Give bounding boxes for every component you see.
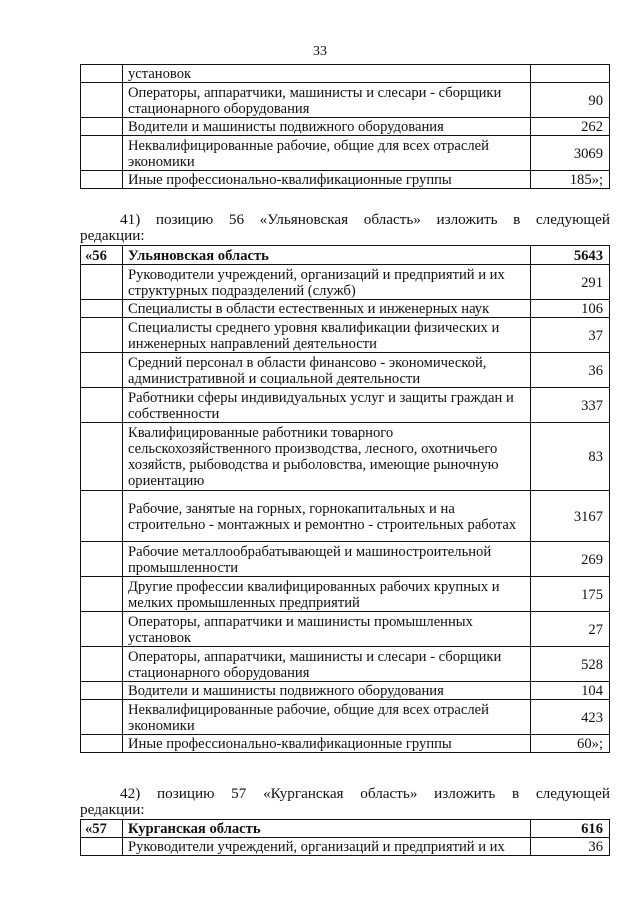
table-row [81, 700, 610, 735]
row-name-cell: Операторы, аппаратчики, машинисты и слесари - сборщики стационарного оборудования [123, 83, 531, 118]
row-value-cell: 262 [531, 118, 610, 136]
row-value-cell: 36 [531, 838, 610, 856]
row-value-cell: 269 [531, 542, 610, 577]
row-name-cell: Неквалифицированные рабочие, общие для всех отраслей экономики [123, 136, 531, 171]
region-name-cell: Курганская область [123, 820, 531, 838]
row-number-cell [81, 491, 123, 542]
table-row [81, 682, 610, 700]
table-row [81, 491, 610, 542]
row-value-cell: 337 [531, 388, 610, 423]
row-name-cell: Руководители учреждений, организаций и предприятий и их [123, 838, 531, 856]
table-row [81, 265, 610, 300]
table-row [81, 647, 610, 682]
ulyanovsk-table [80, 245, 610, 753]
table-row [81, 171, 610, 189]
table-row [81, 300, 610, 318]
row-value-cell: 37 [531, 318, 610, 353]
table-row [81, 423, 610, 491]
table-header-row [81, 820, 610, 838]
kurgan-table [80, 819, 610, 856]
row-name-cell: Рабочие металлообрабатывающей и машиностроительной промышленности [123, 542, 531, 577]
region-name-cell: Ульяновская область [123, 246, 531, 265]
region-total-cell: 616 [531, 820, 610, 838]
row-name-cell: Квалифицированные работники товарного сельскохозяйственного производства, лесного, охотничьего хозяйств, рыбоводства и рыболовства, имеющие рыночную ориентацию [123, 423, 531, 491]
row-name-cell: установок [123, 65, 531, 83]
row-number-cell [81, 353, 123, 388]
row-name-cell: Операторы, аппаратчики и машинисты промышленных установок [123, 612, 531, 647]
row-number-cell [81, 136, 123, 171]
row-value-cell: 175 [531, 577, 610, 612]
row-value-cell: 423 [531, 700, 610, 735]
row-name-cell: Иные профессионально-квалификационные группы [123, 735, 531, 753]
table-row [81, 612, 610, 647]
row-number-cell [81, 83, 123, 118]
row-number-cell [81, 838, 123, 856]
row-value-cell: 185»; [531, 171, 610, 189]
paragraph-42-line: 42) позицию 57 «Курганская область» изложить в следующей [120, 785, 610, 802]
row-name-cell: Водители и машинисты подвижного оборудования [123, 118, 531, 136]
table-row [81, 83, 610, 118]
paragraph-42 [80, 786, 610, 818]
row-number-cell [81, 265, 123, 300]
row-name-cell: Водители и машинисты подвижного оборудования [123, 682, 531, 700]
row-number-cell [81, 542, 123, 577]
table-row [81, 318, 610, 353]
region-total-cell: 5643 [531, 246, 610, 265]
row-value-cell: 3069 [531, 136, 610, 171]
row-name-cell: Рабочие, занятые на горных, горнокапитальных и на строительно - монтажных и ремонтно - строительных работах [123, 491, 531, 542]
row-name-cell: Руководители учреждений, организаций и предприятий и их структурных подразделений (служб) [123, 265, 531, 300]
row-value-cell: 3167 [531, 491, 610, 542]
row-value-cell: 90 [531, 83, 610, 118]
row-value-cell: 36 [531, 353, 610, 388]
row-number-cell [81, 300, 123, 318]
paragraph-41 [80, 212, 610, 244]
paragraph-42-line: редакции: [80, 801, 145, 818]
row-value-cell: 104 [531, 682, 610, 700]
position-number-cell: «56 [81, 246, 123, 265]
table-row [81, 542, 610, 577]
position-number-cell: «57 [81, 820, 123, 838]
row-name-cell: Работники сферы индивидуальных услуг и защиты граждан и собственности [123, 388, 531, 423]
table-row [81, 136, 610, 171]
row-name-cell: Специалисты среднего уровня квалификации физических и инженерных направлений деятельности [123, 318, 531, 353]
row-number-cell [81, 388, 123, 423]
paragraph-41-line: редакции: [80, 227, 145, 244]
row-number-cell [81, 118, 123, 136]
row-name-cell: Иные профессионально-квалификационные группы [123, 171, 531, 189]
row-value-cell: 27 [531, 612, 610, 647]
row-number-cell [81, 682, 123, 700]
page-number: 33 [313, 44, 327, 59]
row-name-cell: Средний персонал в области финансово - экономической, административной и социальной деятельности [123, 353, 531, 388]
row-number-cell [81, 612, 123, 647]
paragraph-41-line: 41) позицию 56 «Ульяновская область» изложить в следующей [120, 211, 610, 228]
table-row [81, 838, 610, 856]
row-number-cell [81, 318, 123, 353]
row-number-cell [81, 423, 123, 491]
row-value-cell: 291 [531, 265, 610, 300]
table-row [81, 577, 610, 612]
table-row [81, 118, 610, 136]
table-row [81, 735, 610, 753]
row-value-cell: 60»; [531, 735, 610, 753]
table-row [81, 388, 610, 423]
table-row [81, 353, 610, 388]
row-value-cell: 528 [531, 647, 610, 682]
row-value-cell [531, 65, 610, 83]
row-value-cell: 106 [531, 300, 610, 318]
row-number-cell [81, 700, 123, 735]
row-number-cell [81, 735, 123, 753]
row-value-cell: 83 [531, 423, 610, 491]
row-number-cell [81, 171, 123, 189]
row-name-cell: Неквалифицированные рабочие, общие для всех отраслей экономики [123, 700, 531, 735]
row-number-cell [81, 65, 123, 83]
table-header-row [81, 246, 610, 265]
continuation-table [80, 64, 610, 189]
row-name-cell: Операторы, аппаратчики, машинисты и слесари - сборщики стационарного оборудования [123, 647, 531, 682]
row-number-cell [81, 647, 123, 682]
row-name-cell: Специалисты в области естественных и инженерных наук [123, 300, 531, 318]
row-name-cell: Другие профессии квалифицированных рабочих крупных и мелких промышленных предприятий [123, 577, 531, 612]
row-number-cell [81, 577, 123, 612]
table-row [81, 65, 610, 83]
